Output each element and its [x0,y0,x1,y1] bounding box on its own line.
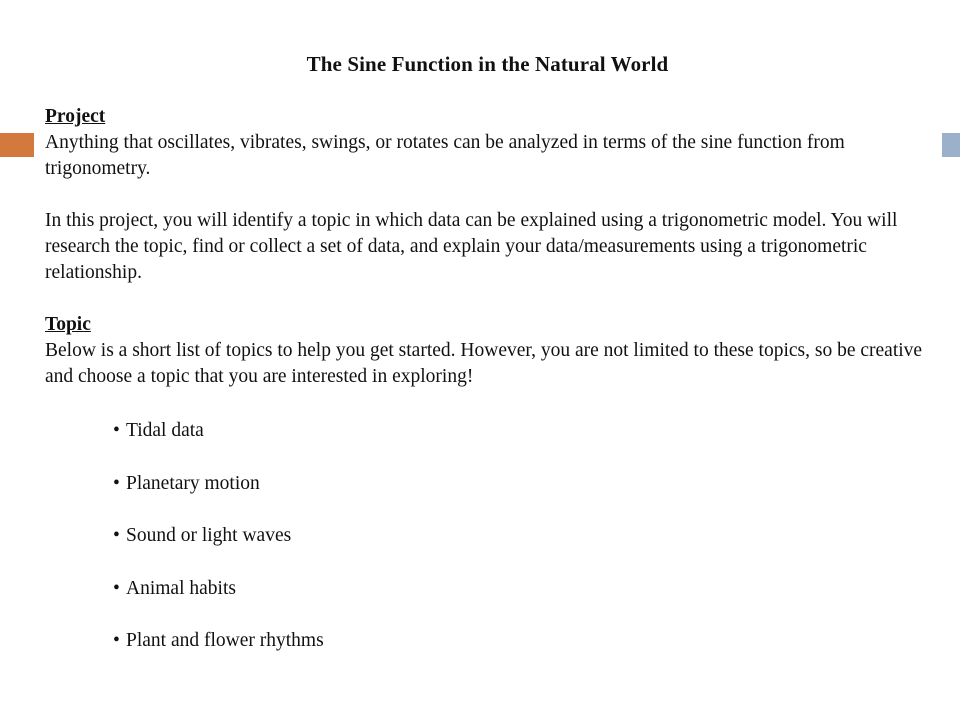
list-item [113,418,324,471]
right-accent-bar [942,133,960,157]
document-body [45,104,940,390]
project-paragraph-2: In this project, you will identify a topic in which data can be explained using a trigonometric model. You will research the topic, find or collect a set of data, and explain your data/measurements using a trigonometric relationship. [45,210,898,283]
project-paragraph-1: Anything that oscillates, vibrates, swings, or rotates can be analyzed in terms of the sine function from trigonometry. [45,132,845,179]
bullet-icon: • [113,577,120,599]
list-item [113,523,324,576]
document-title: The Sine Function in the Natural World [306,52,669,76]
list-item-label: Sound or light waves [126,525,292,546]
list-item-label: Planetary motion [126,472,260,494]
list-item [113,628,324,681]
left-accent-bar [0,133,34,157]
bullet-icon: • [113,525,120,546]
topic-list [113,418,324,681]
list-item [113,576,324,629]
bullet-icon: • [113,630,120,651]
bullet-icon: • [113,472,120,494]
topic-paragraph: Below is a short list of topics to help you get started. However, you are not limited to these topics, so be creative and choose a topic that you are interested in exploring! [45,340,923,387]
list-item [113,471,324,524]
list-item-label: Tidal data [126,420,204,441]
list-item-label: Plant and flower rhythms [126,630,324,651]
topic-heading: Topic [45,314,91,335]
list-item-label: Animal habits [126,577,236,599]
bullet-icon: • [113,420,120,441]
project-heading: Project [45,106,106,127]
